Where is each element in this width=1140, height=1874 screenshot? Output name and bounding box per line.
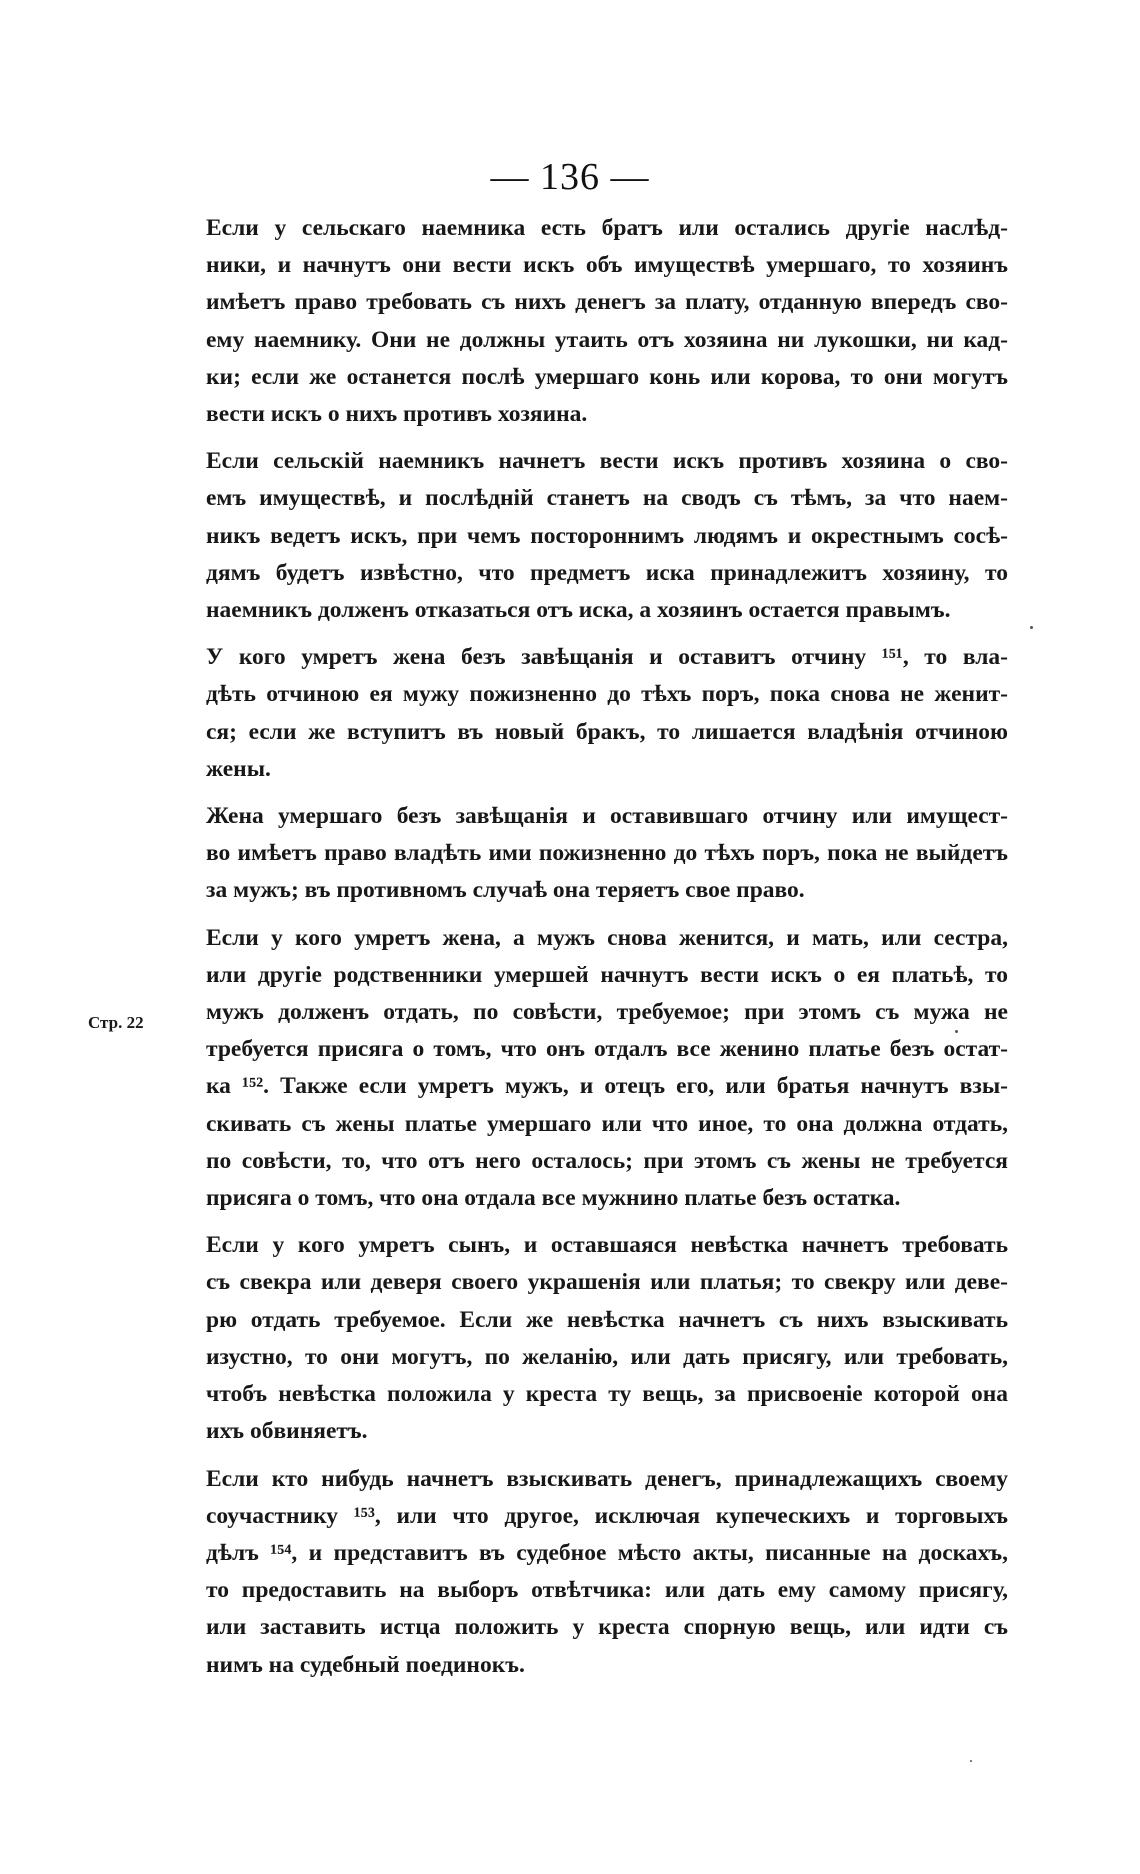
text-line: Если у сельскаго наемника есть братъ или остались другіе наслѣд- xyxy=(206,215,1008,241)
text-line: за мужъ; въ противномъ случаѣ она теряетъ свое право. xyxy=(206,877,805,904)
paragraph-5 xyxy=(170,920,1008,1218)
text-line: ихъ обвиняетъ. xyxy=(206,1418,368,1445)
text-line: дямъ будетъ извѣстно, что предметъ иска принадлежитъ хозяину, то xyxy=(206,559,1008,586)
paragraph-4 xyxy=(170,798,1008,910)
text-line: вести искъ о нихъ противъ хозяина. xyxy=(206,401,588,428)
text-line: Если кто нибудь начнетъ взыскивать денегъ, принадлежащихъ своему xyxy=(206,1465,1008,1492)
text-line: жены. xyxy=(206,755,271,782)
text-line: наемникъ долженъ отказаться отъ иска, а хозяинъ остается правымъ. xyxy=(206,597,951,624)
text-line: никъ ведетъ искъ, при чемъ постороннимъ людямъ и окрестнымъ сосѣ- xyxy=(206,522,1008,549)
paper-speck xyxy=(1030,626,1033,629)
text-line: требуется присяга о томъ, что онъ отдалъ все женино платье безъ остат- xyxy=(206,1036,1008,1063)
text-line: ки; если же останется послѣ умершаго конь или корова, то они могутъ xyxy=(206,363,1008,390)
text-line: чтобъ невѣстка положила у креста ту вещь, за присвоеніе которой она xyxy=(206,1381,1008,1408)
text-line: изустно, то они могутъ, по желанію, или дать присягу, или требовать, xyxy=(206,1343,1008,1370)
paragraph-7 xyxy=(170,1461,1008,1684)
text-line: рю отдать требуемое. Если же невѣстка начнетъ съ нихъ взыскивать xyxy=(206,1306,1008,1333)
text-line: съ свекра или деверя своего украшенія или платья; то свекру или деве- xyxy=(206,1269,1008,1296)
text-line: соучастнику ¹⁵³, или что другое, исключая купеческихъ и торговыхъ xyxy=(206,1502,1008,1529)
text-line: Если у кого умретъ сынъ, и оставшаяся невѣстка начнетъ требовать xyxy=(206,1232,1008,1259)
paragraph-1 xyxy=(170,210,1008,433)
paper-speck xyxy=(970,1760,972,1762)
text-line: У кого умретъ жена безъ завѣщанія и оставитъ отчину ¹⁵¹, то вла- xyxy=(206,644,1008,671)
text-line: Если у кого умретъ жена, а мужъ снова женится, и мать, или сестра, xyxy=(206,924,1008,951)
paragraph-6 xyxy=(170,1227,1008,1450)
text-line: присяга о томъ, что она отдала все мужнино платье безъ остатка. xyxy=(206,1185,901,1212)
text-line: мужъ долженъ отдать, по совѣсти, требуемое; при этомъ съ мужа не xyxy=(206,999,1008,1026)
text-line: или заставить истца положить у креста спорную вещь, или идти съ xyxy=(206,1614,1008,1641)
text-line: имѣетъ право требовать съ нихъ денегъ за плату, отданную впередъ сво- xyxy=(206,289,1008,316)
text-line: ники, и начнутъ они вести искъ объ имуществѣ умершаго, то хозяинъ xyxy=(206,252,1008,279)
paragraph-2 xyxy=(170,443,1008,629)
text-line: Если сельскій наемникъ начнетъ вести искъ противъ хозяина о сво- xyxy=(206,448,1008,475)
paragraph-3 xyxy=(170,639,1008,788)
text-line: во имѣетъ право владѣть ими пожизненно до тѣхъ поръ, пока не выйдетъ xyxy=(206,840,1008,867)
text-line: дѣть отчиною ея мужу пожизненно до тѣхъ поръ, пока снова не женит- xyxy=(206,681,1008,708)
text-line: нимъ на судебный поединокъ. xyxy=(206,1651,525,1678)
text-line: или другіе родственники умершей начнутъ вести искъ о ея платьѣ, то xyxy=(206,961,1008,988)
text-line: ему наемнику. Они не должны утаить отъ хозяина ни лукошки, ни кад- xyxy=(206,326,1008,353)
paper-speck xyxy=(955,1030,958,1033)
text-line: емъ имуществѣ, и послѣдній станетъ на сводъ съ тѣмъ, за что наем- xyxy=(206,485,1008,512)
text-line: ся; если же вступитъ въ новый бракъ, то лишается владѣнія отчиною xyxy=(206,718,1008,745)
page-number: — 136 — xyxy=(490,156,650,198)
text-line: то предоставить на выборъ отвѣтчика: или дать ему самому присягу, xyxy=(206,1577,1008,1604)
text-line: Жена умершаго безъ завѣщанія и оставившаго отчину или имущест- xyxy=(206,803,1008,830)
margin-note: Стр. 22 xyxy=(88,1013,144,1032)
text-line: ка ¹⁵². Также если умретъ мужъ, и отецъ его, или братья начнутъ взы- xyxy=(206,1073,1008,1100)
text-line: скивать съ жены платье умершаго или что иное, то она должна отдать, xyxy=(206,1110,1008,1137)
text-line: дѣлъ ¹⁵⁴, и представитъ въ судебное мѣсто акты, писанные на доскахъ, xyxy=(206,1539,1008,1566)
body-text xyxy=(170,210,1008,1684)
text-line: по совѣсти, то, что отъ него осталось; при этомъ съ жены не требуется xyxy=(206,1147,1008,1174)
